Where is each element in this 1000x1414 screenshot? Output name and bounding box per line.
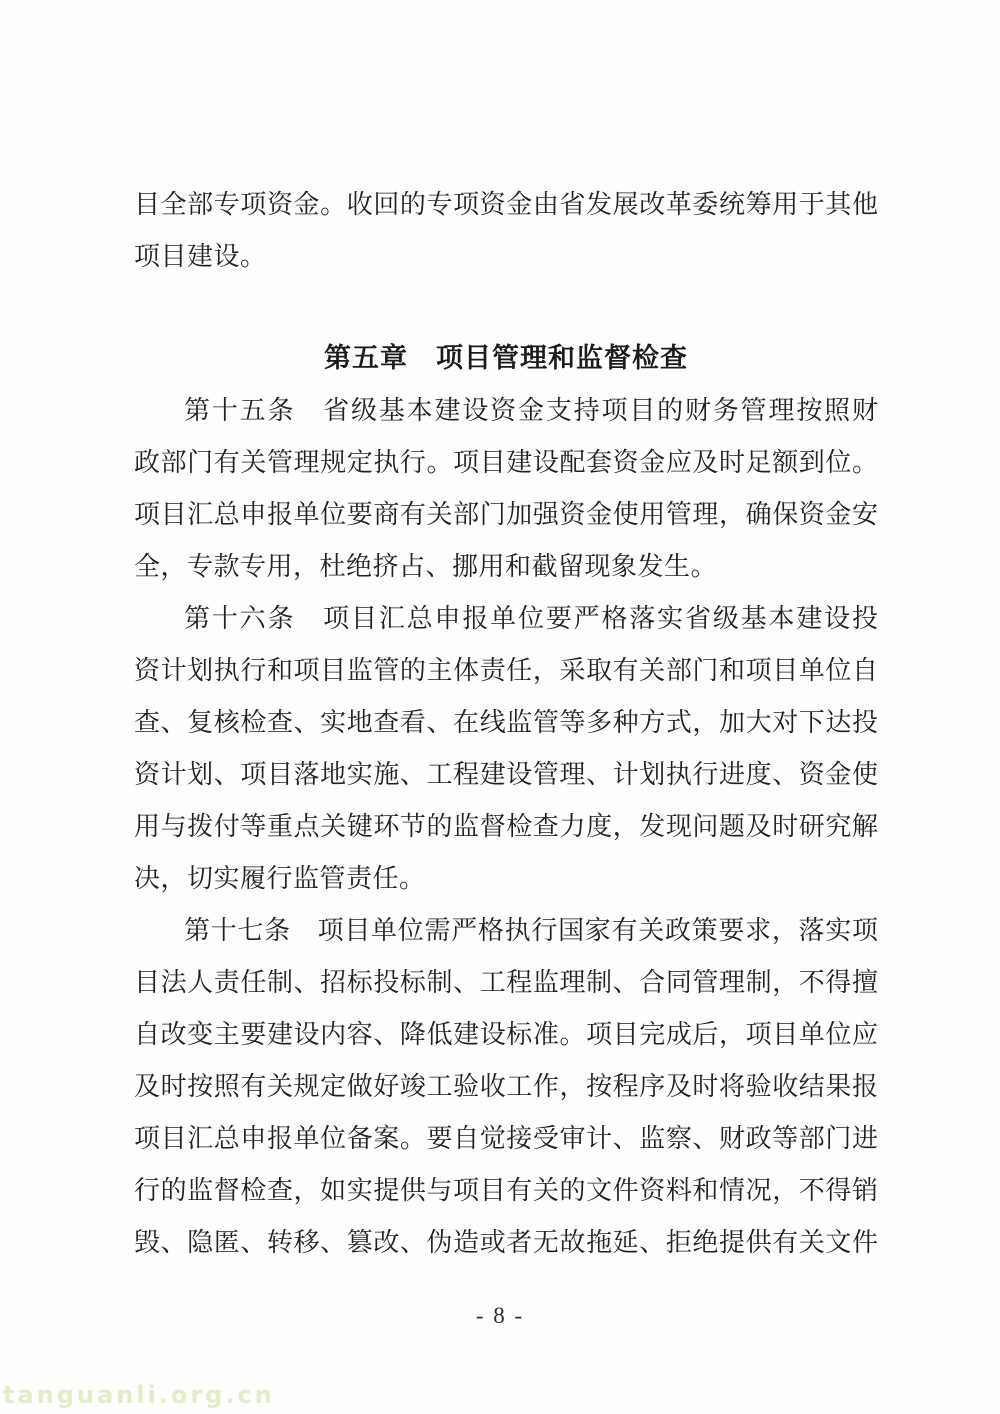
- text-line: 政部门有关管理规定执行。项目建设配套资金应及时足额到位。: [134, 447, 878, 477]
- text-line: 行的监督检查，如实提供与项目有关的文件资料和情况，不得销: [134, 1175, 878, 1205]
- text-line: 资计划、项目落地实施、工程建设管理、计划执行进度、资金使: [134, 759, 878, 789]
- watermark-text: tanguanli.org.cn: [3, 1381, 275, 1409]
- chapter-heading: 第五章 项目管理和监督检查: [324, 343, 688, 373]
- text-line: 第十五条 省级基本建设资金支持项目的财务管理按照财: [184, 395, 878, 425]
- text-line: 目全部专项资金。收回的专项资金由省发展改革委统筹用于其他: [134, 189, 878, 219]
- text-line: 查、复核检查、实地查看、在线监管等多种方式，加大对下达投: [134, 707, 878, 737]
- article-paragraph-16: [134, 592, 878, 904]
- text-line: 第十六条 项目汇总申报单位要严格落实省级基本建设投: [184, 603, 878, 633]
- text-line: 决，切实履行监管责任。: [134, 863, 426, 893]
- text-line: 项目汇总申报单位备案。要自觉接受审计、监察、财政等部门进: [134, 1123, 878, 1153]
- text-line: 第十七条 项目单位需严格执行国家有关政策要求，落实项: [184, 915, 878, 945]
- document-body: [134, 178, 878, 1268]
- text-line: 项目汇总申报单位要商有关部门加强资金使用管理，确保资金安: [134, 499, 878, 529]
- intro-paragraph: [134, 178, 878, 282]
- vertical-spacer: [134, 282, 878, 332]
- article-paragraph-15: [134, 384, 878, 592]
- text-line: 全，专款专用，杜绝挤占、挪用和截留现象发生。: [134, 551, 718, 581]
- text-line: 及时按照有关规定做好竣工验收工作，按程序及时将验收结果报: [134, 1071, 878, 1101]
- article-paragraph-17: [134, 904, 878, 1268]
- text-line: 毁、隐匿、转移、篡改、伪造或者无故拖延、拒绝提供有关文件: [134, 1227, 878, 1257]
- text-line: 资计划执行和项目监管的主体责任，采取有关部门和项目单位自: [134, 655, 878, 685]
- text-line: 用与拨付等重点关键环节的监督检查力度，发现问题及时研究解: [134, 811, 878, 841]
- text-line: 项目建设。: [134, 241, 267, 271]
- page-number: - 8 -: [475, 1303, 525, 1328]
- text-line: 目法人责任制、招标投标制、工程监理制、合同管理制，不得擅: [134, 967, 878, 997]
- text-line: 自改变主要建设内容、降低建设标准。项目完成后，项目单位应: [134, 1019, 878, 1049]
